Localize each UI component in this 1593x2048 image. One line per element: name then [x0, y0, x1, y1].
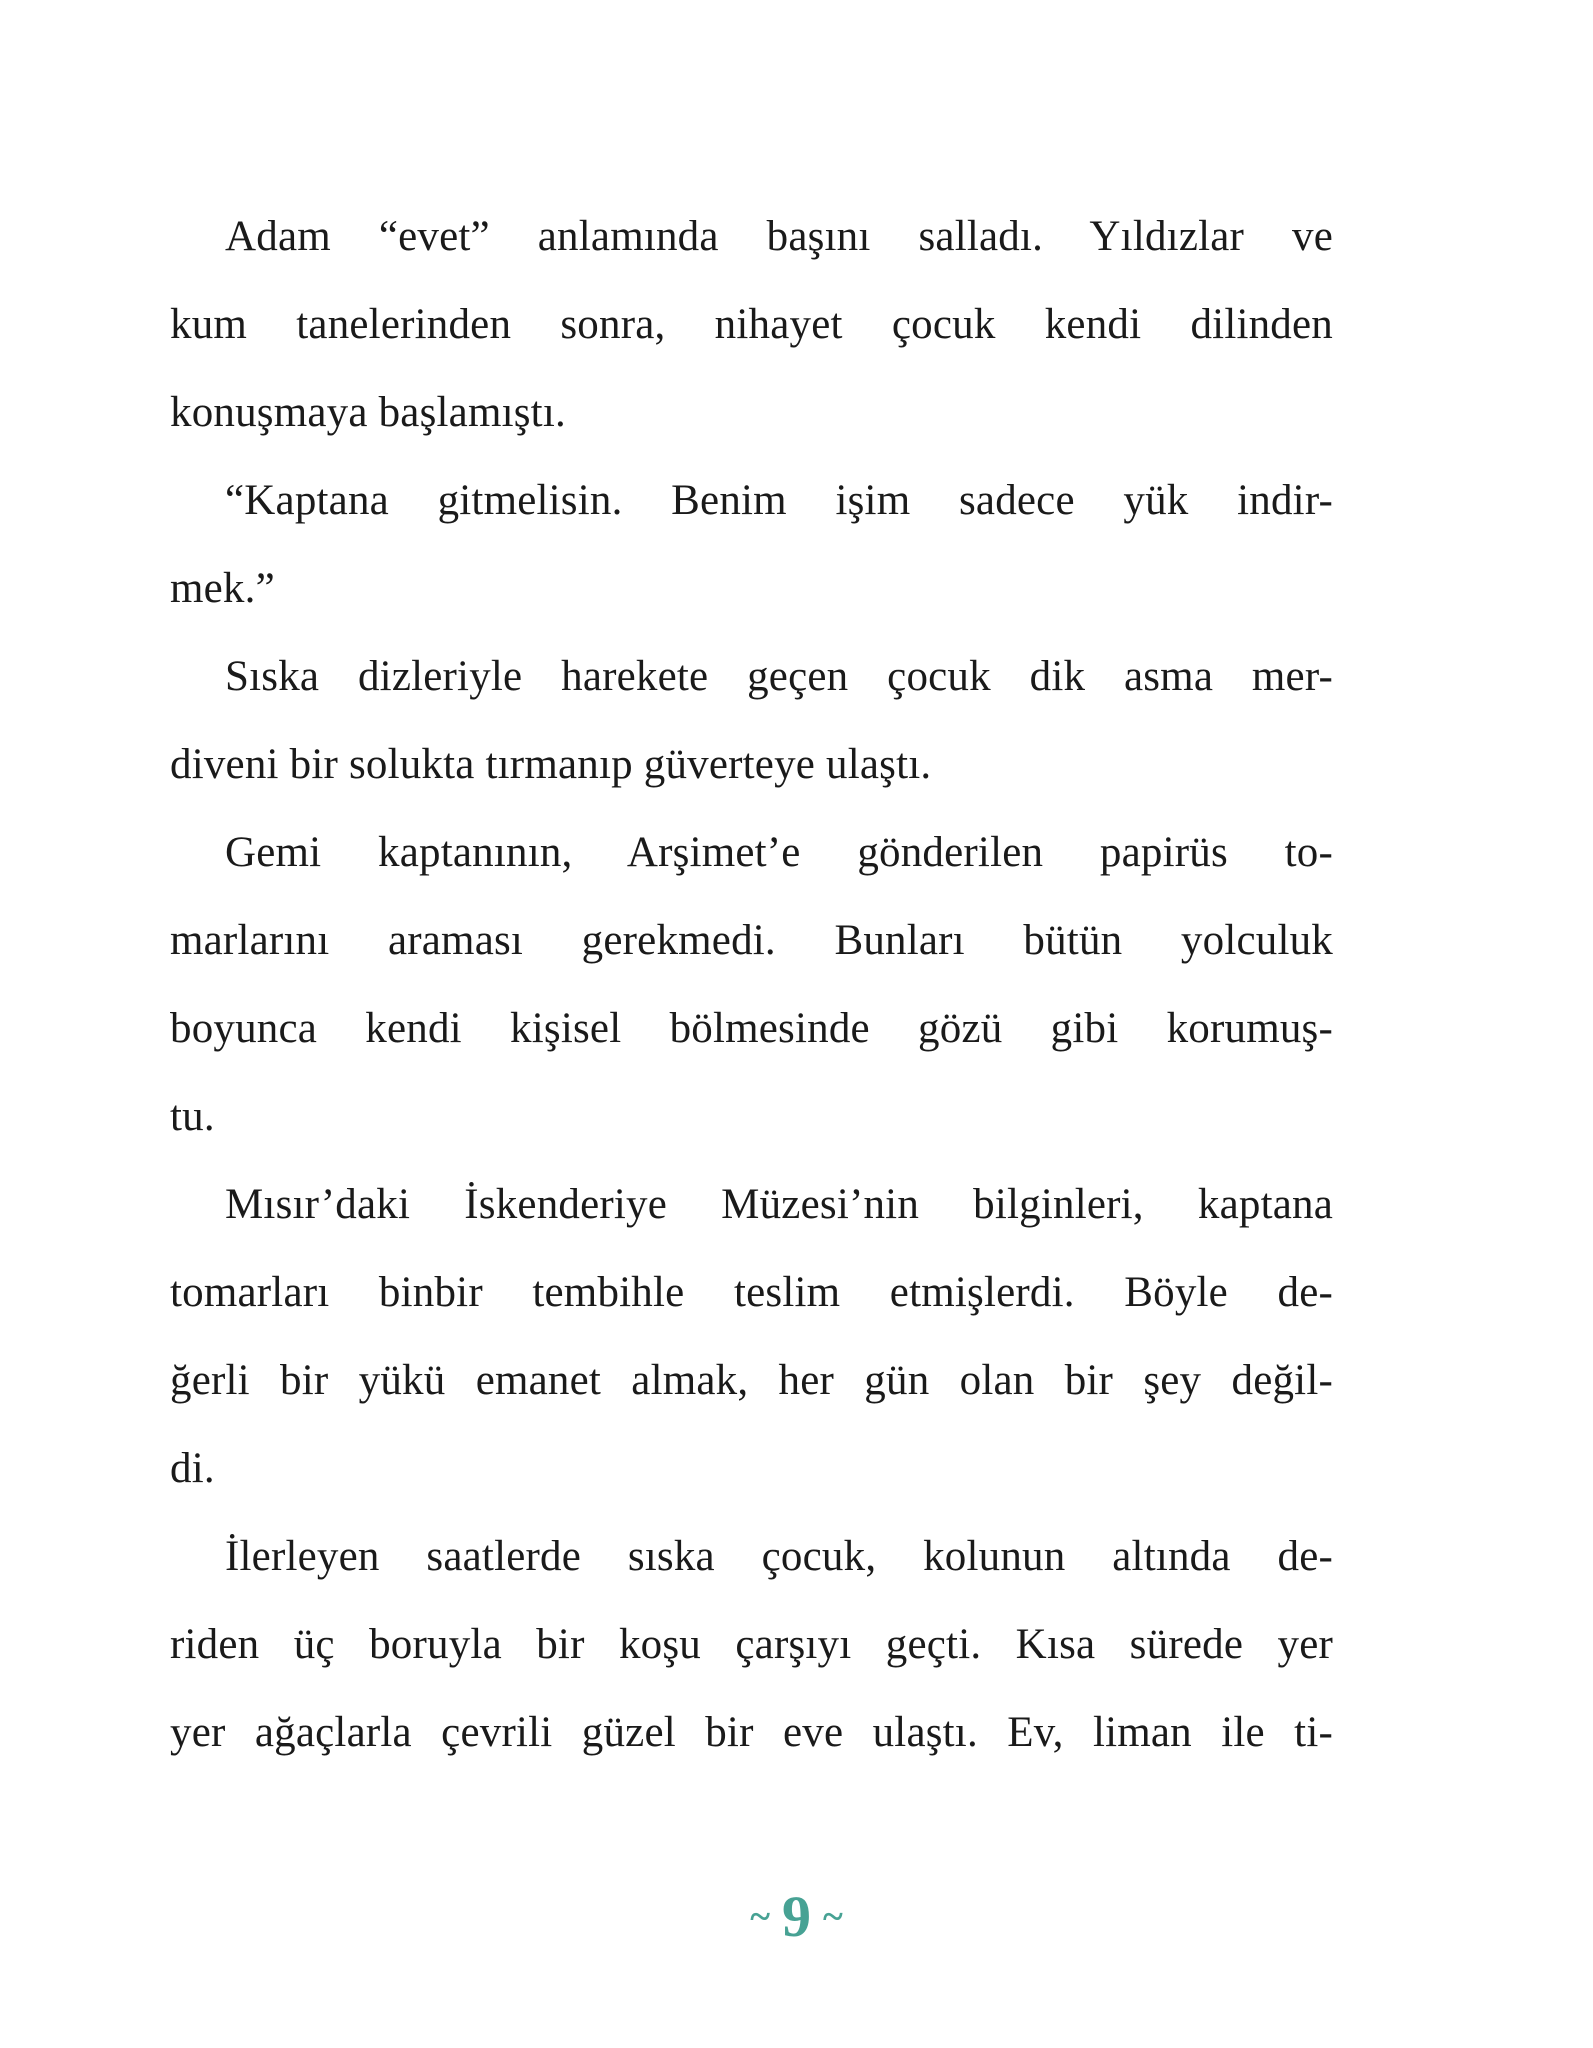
text-line: İlerleyen saatlerde sıska çocuk, kolunun altında de- — [225, 1533, 1333, 1580]
text-line: mek.” — [170, 565, 275, 612]
text-line: yer ağaçlarla çevrili güzel bir eve ulaştı. Ev, liman ile ti- — [170, 1709, 1333, 1756]
text-line: “Kaptana gitmelisin. Benim işim sadece yük indir- — [225, 477, 1333, 524]
text-line: Adam “evet” anlamında başını salladı. Yıldızlar ve — [225, 213, 1333, 260]
page-number: 9 — [782, 1884, 811, 1949]
text-line: Mısır’daki İskenderiye Müzesi’nin bilginleri, kaptana — [225, 1181, 1333, 1228]
text-line: di. — [170, 1445, 215, 1492]
text-line: kum tanelerinden sonra, nihayet çocuk kendi dilinden — [170, 301, 1333, 348]
footer-right-tilde-decoration: ~ — [823, 1896, 843, 1938]
text-line: Sıska dizleriyle harekete geçen çocuk dik asma mer- — [225, 653, 1333, 700]
text-line: tomarları binbir tembihle teslim etmişlerdi. Böyle de- — [170, 1269, 1333, 1316]
footer-left-tilde-decoration: ~ — [750, 1896, 770, 1938]
text-line: Gemi kaptanının, Arşimet’e gönderilen papirüs to- — [225, 829, 1333, 876]
text-line: marlarını araması gerekmedi. Bunları bütün yolculuk — [170, 917, 1333, 964]
text-line: tu. — [170, 1093, 215, 1140]
body-text — [170, 193, 1333, 1777]
text-line: konuşmaya başlamıştı. — [170, 389, 566, 436]
page-footer — [0, 1872, 1593, 1962]
text-line: diveni bir solukta tırmanıp güverteye ulaştı. — [170, 741, 932, 788]
text-line: ğerli bir yükü emanet almak, her gün olan bir şey değil- — [170, 1357, 1333, 1404]
text-line: riden üç boruyla bir koşu çarşıyı geçti. Kısa sürede yer — [170, 1621, 1333, 1668]
text-line: boyunca kendi kişisel bölmesinde gözü gibi korumuş- — [170, 1005, 1333, 1052]
